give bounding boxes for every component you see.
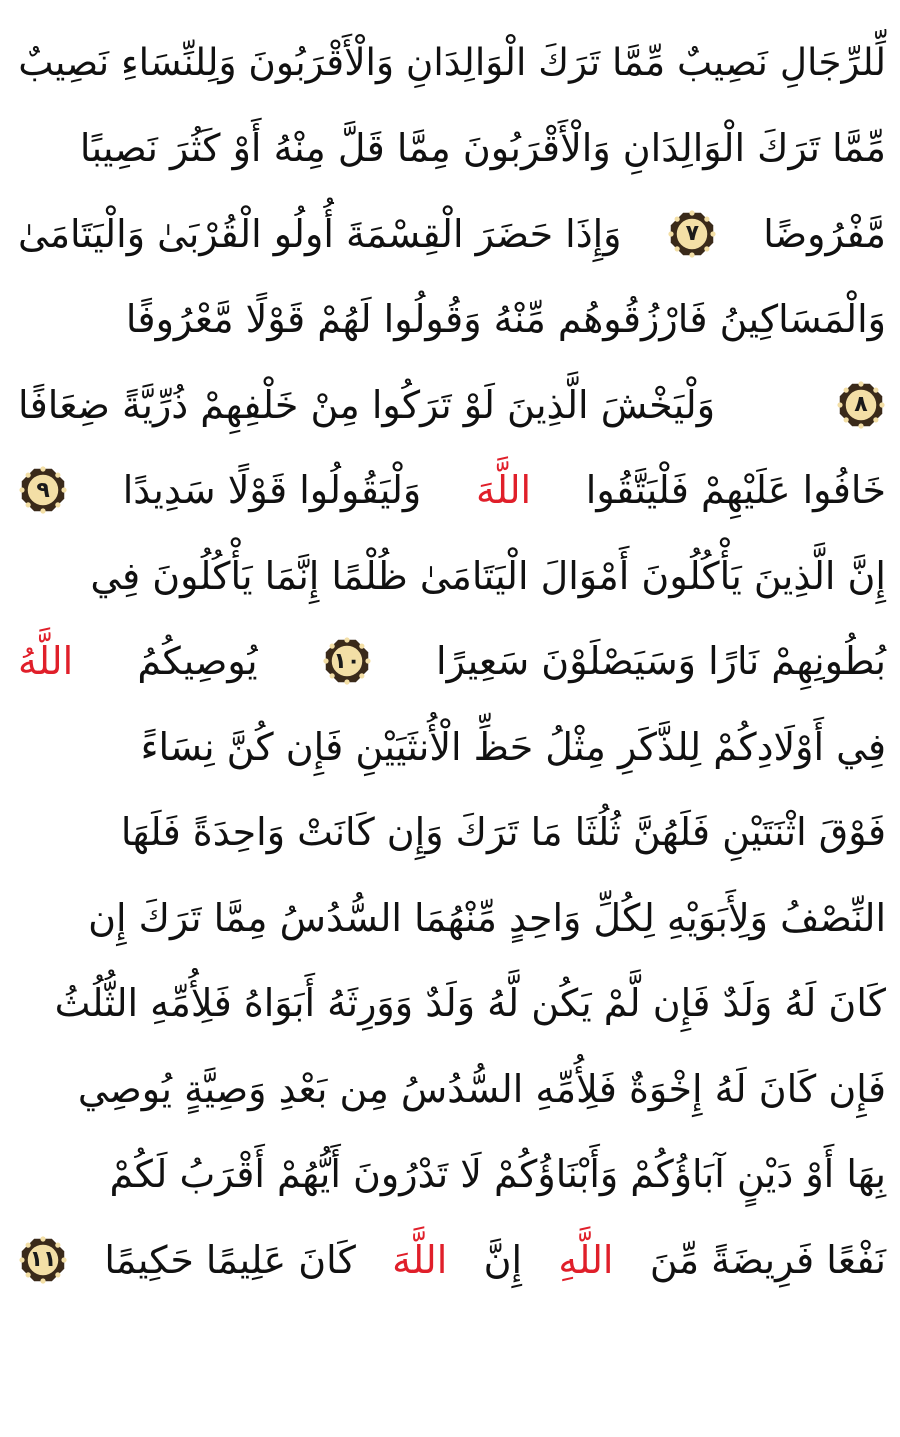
- text-line: [18, 1046, 886, 1132]
- text-line: [18, 20, 886, 106]
- divine-name-text: اللَّهَ: [392, 1237, 448, 1282]
- verse-lines: [18, 20, 886, 1303]
- verse-number-marker: [836, 380, 886, 430]
- text-line: [18, 704, 886, 790]
- verse-text-segment: فَوْقَ اثْنَتَيْنِ فَلَهُنَّ ثُلُثَا مَا تَرَكَ وَإِن كَانَتْ وَاحِدَةً فَلَهَا: [120, 810, 886, 855]
- text-line: [18, 448, 886, 534]
- text-line: [18, 277, 886, 363]
- text-line: [18, 106, 886, 192]
- verse-text-segment: بُطُونِهِمْ نَارًا وَسَيَصْلَوْنَ سَعِيرًا: [436, 639, 886, 684]
- text-line: [18, 619, 886, 705]
- verse-text-segment: مِّمَّا تَرَكَ الْوَالِدَانِ وَالْأَقْرَبُونَ مِمَّا قَلَّ مِنْهُ أَوْ كَثُرَ نَصِيبًا: [79, 126, 886, 171]
- verse-text-segment: كَانَ لَهُ وَلَدٌ فَإِن لَّمْ يَكُن لَّهُ وَلَدٌ وَوَرِثَهُ أَبَوَاهُ فَلِأُمِّهِ الثُّلُثُ: [54, 981, 886, 1026]
- verse-text-segment: فِي أَوْلَادِكُمْ لِلذَّكَرِ مِثْلُ حَظِّ الْأُنثَيَيْنِ فَإِن كُنَّ نِسَاءً: [140, 724, 886, 769]
- verse-text-segment: النِّصْفُ وَلِأَبَوَيْهِ لِكُلِّ وَاحِدٍ مِّنْهُمَا السُّدُسُ مِمَّا تَرَكَ إِن: [88, 895, 886, 940]
- text-line: [18, 533, 886, 619]
- divine-name-text: اللَّهِ: [558, 1237, 614, 1282]
- text-line: [18, 875, 886, 961]
- text-line: [18, 1132, 886, 1218]
- divine-name-text: اللَّهَ: [475, 468, 532, 513]
- text-line: [18, 790, 886, 876]
- verse-text-segment: خَافُوا عَلَيْهِمْ فَلْيَتَّقُوا: [585, 468, 886, 513]
- verse-number: ١١: [29, 1247, 57, 1273]
- verse-text-segment: إِنَّ: [483, 1237, 523, 1282]
- text-line: [18, 1217, 886, 1303]
- verse-text-segment: وَلْيَخْشَ الَّذِينَ لَوْ تَرَكُوا مِنْ خَلْفِهِمْ ذُرِّيَّةً ضِعَافًا: [18, 382, 716, 427]
- text-line: [18, 961, 886, 1047]
- verse-text-segment: فَإِن كَانَ لَهُ إِخْوَةٌ فَلِأُمِّهِ السُّدُسُ مِن بَعْدِ وَصِيَّةٍ يُوصِي: [77, 1066, 886, 1111]
- verse-text-segment: مَّفْرُوضًا: [763, 211, 886, 256]
- verse-text-segment: بِهَا أَوْ دَيْنٍ آبَاؤُكُمْ وَأَبْنَاؤُكُمْ لَا تَدْرُونَ أَيُّهُمْ أَقْرَبُ لَكُمْ: [109, 1152, 886, 1197]
- verse-number: ١٠: [333, 648, 361, 674]
- verse-text-segment: وَإِذَا حَضَرَ الْقِسْمَةَ أُولُو الْقُرْبَىٰ وَالْيَتَامَىٰ: [18, 211, 622, 256]
- verse-text-segment: يُوصِيكُمُ: [137, 639, 258, 684]
- verse-number-marker: [667, 209, 717, 259]
- text-line: [18, 191, 886, 277]
- verse-number: ٨: [854, 392, 868, 418]
- verse-number: ٧: [685, 221, 700, 247]
- verse-text-segment: وَلْيَقُولُوا قَوْلًا سَدِيدًا: [122, 468, 422, 513]
- verse-text-segment: كَانَ عَلِيمًا حَكِيمًا: [104, 1237, 356, 1282]
- verse-number-marker: [18, 465, 68, 515]
- text-line: [18, 362, 886, 448]
- verse-number: ٩: [36, 477, 50, 503]
- divine-name-text: اللَّهُ: [18, 639, 74, 684]
- verse-number-marker: [322, 636, 372, 686]
- verse-text-segment: وَالْمَسَاكِينُ فَارْزُقُوهُم مِّنْهُ وَقُولُوا لَهُمْ قَوْلًا مَّعْرُوفًا: [125, 297, 886, 342]
- verse-text-segment: لِّلرِّجَالِ نَصِيبٌ مِّمَّا تَرَكَ الْوَالِدَانِ وَالْأَقْرَبُونَ وَلِلنِّسَاءِ نَصِيبٌ: [18, 40, 886, 85]
- verse-text-segment: إِنَّ الَّذِينَ يَأْكُلُونَ أَمْوَالَ الْيَتَامَىٰ ظُلْمًا إِنَّمَا يَأْكُلُونَ فِي: [90, 553, 886, 598]
- verse-number-marker: [18, 1235, 68, 1285]
- verse-text-segment: نَفْعًا فَرِيضَةً مِّنَ: [649, 1237, 886, 1282]
